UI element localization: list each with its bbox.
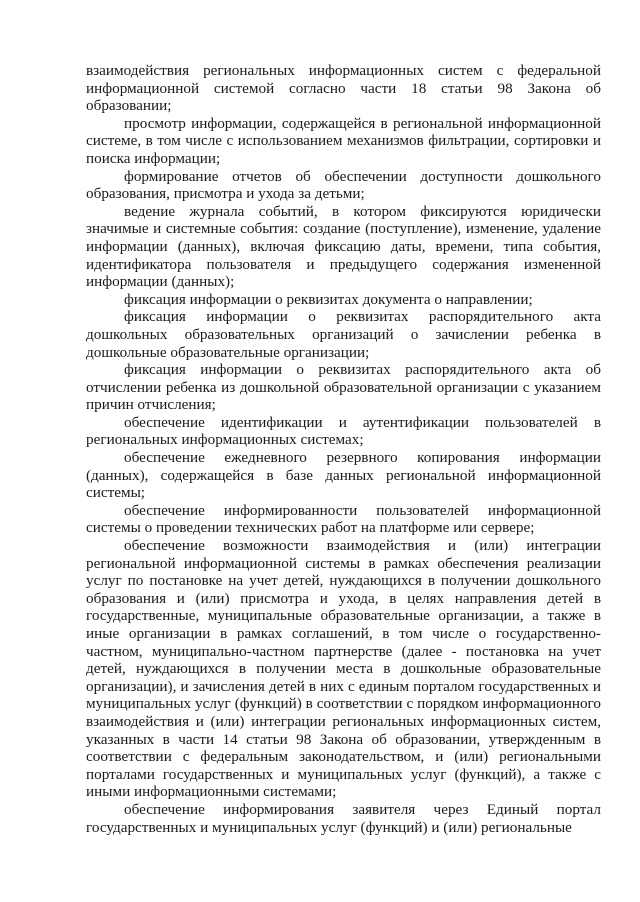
paragraph: обеспечение возможности взаимодействия и (или) интеграции региональной информационной системы в рамках обеспечения реализации услуг по постановке на учет детей, нуждающихся в получении дошкольного образования и (или) присмотра и ухода, в целях направления детей в государственные, муниципальные образовательные организации, а также в иные организации в рамках соглашений, в том числе о государственно-частном, муниципально-частном партнерстве (далее - постановка на учет детей, нуждающихся в получении места в дошкольные образовательные организации), и зачисления детей в них с единым порталом государственных и муниципальных услуг (функций) в соответствии с порядком информационного взаимодействия и (или) интеграции региональных информационных систем, указанных в части 14 статьи 98 Закона об образовании, утвержденным в соответствии с федеральным законодательством, и (или) региональными порталами государственных и муниципальных услуг (функций), а также с иными информационными системами;: [86, 537, 601, 801]
paragraph: фиксация информации о реквизитах распорядительного акта об отчислении ребенка из дошкольной образовательной организации с указанием причин отчисления;: [86, 361, 601, 414]
paragraph: обеспечение ежедневного резервного копирования информации (данных), содержащейся в базе данных региональной информационной системы;: [86, 449, 601, 502]
paragraph: формирование отчетов об обеспечении доступности дошкольного образования, присмотра и ухода за детьми;: [86, 167, 601, 203]
paragraph: обеспечение информирования заявителя через Единый портал государственных и муниципальных услуг (функций) и (или) региональные: [86, 800, 601, 836]
paragraph: ведение журнала событий, в котором фиксируются юридически значимые и системные события: создание (поступление), изменение, удаление информации (данных), включая фиксацию даты, времени, типа события, идентификатора пользователя и предыдущего содержания измененной информации (данных);: [86, 202, 601, 291]
paragraph: взаимодействия региональных информационных систем с федеральной информационной системой согласно части 18 статьи 98 Закона об образовании;: [86, 62, 601, 115]
paragraph: фиксация информации о реквизитах распорядительного акта дошкольных образовательных организаций о зачислении ребенка в дошкольные образовательные организации;: [86, 308, 601, 361]
document-text: [86, 62, 601, 836]
paragraph: обеспечение идентификации и аутентификации пользователей в региональных информационных системах;: [86, 413, 601, 449]
paragraph: обеспечение информированности пользователей информационной системы о проведении технических работ на платформе или сервере;: [86, 501, 601, 537]
paragraph: просмотр информации, содержащейся в региональной информационной системе, в том числе с использованием механизмов фильтрации, сортировки и поиска информации;: [86, 114, 601, 167]
paragraph: фиксация информации о реквизитах документа о направлении;: [124, 290, 533, 308]
